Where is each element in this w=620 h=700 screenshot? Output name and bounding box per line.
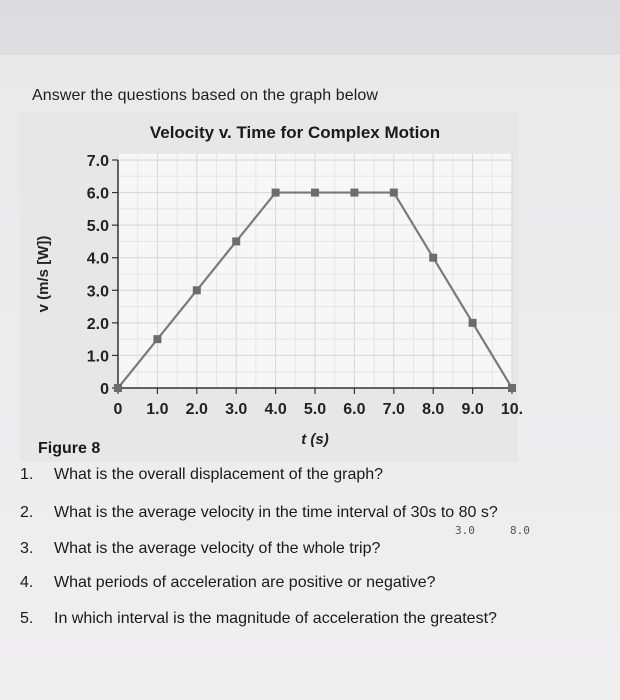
data-point	[429, 254, 437, 262]
data-point	[232, 237, 240, 245]
y-tick-label: 2.0	[86, 315, 109, 333]
question-3	[20, 540, 380, 558]
data-point	[390, 189, 398, 197]
question-text: What periods of acceleration are positive or negative?	[54, 574, 436, 591]
question-text: In which interval is the magnitude of acceleration the greatest?	[54, 610, 497, 627]
question-number: 2.	[20, 504, 34, 521]
x-tick-label: 9.0	[461, 401, 484, 418]
data-point	[350, 189, 358, 197]
x-tick-label: 1.0	[146, 401, 169, 418]
x-tick-label: 0	[113, 401, 123, 418]
handwritten-note: 3.0	[455, 524, 475, 537]
question-1	[20, 466, 383, 484]
y-tick-label: 0	[100, 381, 109, 398]
data-point	[114, 384, 122, 392]
question-number: 5.	[20, 610, 34, 627]
handwritten-note: 8.0	[510, 524, 530, 537]
y-tick-label: 3.0	[86, 283, 109, 301]
question-text: What is the overall displacement of the graph?	[54, 466, 384, 483]
data-point	[311, 189, 319, 197]
x-tick-label: 2.0	[185, 401, 208, 418]
y-tick-label: 4.0	[86, 250, 109, 268]
data-point	[153, 335, 161, 343]
figure-label: Figure 8	[38, 440, 101, 457]
x-axis-label: t (s)	[301, 431, 329, 448]
question-2	[20, 504, 498, 522]
data-point	[469, 319, 477, 327]
x-tick-label: 5.0	[303, 401, 327, 418]
x-tick-label: 7.0	[382, 401, 405, 418]
data-point	[193, 286, 201, 294]
data-point	[508, 384, 516, 392]
x-tick-label: 6.0	[343, 401, 366, 418]
x-tick-label: 4.0	[264, 401, 287, 418]
question-number: 1.	[20, 466, 34, 483]
x-tick-label: 10.	[500, 401, 524, 418]
y-axis-label: v (m/s [W])	[35, 235, 52, 313]
question-number: 4.	[20, 574, 34, 591]
data-point	[272, 189, 280, 197]
chart-title: Velocity v. Time for Complex Motion	[149, 123, 441, 142]
question-4	[20, 574, 436, 592]
y-tick-label: 7.0	[86, 153, 109, 170]
y-tick-label: 5.0	[86, 218, 109, 236]
intro-text: Answer the questions based on the graph below	[32, 87, 379, 104]
question-5	[20, 610, 497, 628]
y-tick-label: 1.0	[86, 348, 109, 366]
y-tick-label: 6.0	[86, 185, 109, 203]
velocity-time-chart	[20, 112, 524, 462]
x-tick-label: 3.0	[225, 401, 248, 418]
question-text: What is the average velocity of the whole trip?	[54, 540, 381, 557]
question-text: What is the average velocity in the time interval of 30s to 80 s?	[54, 504, 498, 521]
x-tick-label: 8.0	[422, 401, 445, 418]
question-number: 3.	[20, 540, 34, 557]
figure-panel	[20, 112, 524, 462]
